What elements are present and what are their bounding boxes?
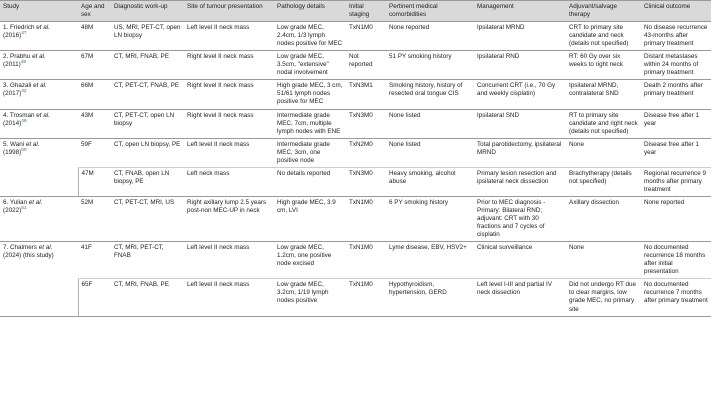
header-management: Management — [474, 1, 566, 22]
table-row — [0, 22, 711, 51]
header-adjuvant: Adjuvant/salvage therapy — [566, 1, 641, 22]
outcome-cell: No documented recurrence 7 months after primary treatment — [641, 279, 711, 316]
outcome-cell: No documented recurrence 18 months after initial presentation — [641, 242, 711, 279]
management-cell: Ipsilateral MRND — [474, 22, 566, 51]
study-cell — [0, 109, 78, 138]
management-cell: Ipsilateral RND — [474, 51, 566, 80]
study-etal: et al. — [33, 82, 47, 90]
citation-link[interactable]: 51 — [21, 205, 27, 211]
header-diagnostic-workup: Diagnostic work-up — [111, 1, 184, 22]
study-author: 3. Ghazali — [3, 82, 34, 90]
staging-cell: TxN3M0 — [346, 109, 386, 138]
header-age-sex: Age and sex — [78, 1, 111, 22]
citation-link[interactable]: 49 — [21, 118, 27, 124]
pathology-cell: Low grade MEC, 2.4cm, 1/3 lymph nodes positive for MEC — [274, 22, 346, 51]
comorbidities-cell: 51 PY smoking history — [386, 51, 474, 80]
adjuvant-cell: None — [566, 242, 641, 279]
study-etal: et al. — [36, 24, 50, 32]
outcome-cell: Distant metastases within 24 months of primary treatment — [641, 51, 711, 80]
management-cell: Prior to MEC diagnosis - Primary: Bilateral RND; adjuvant: CRT with 30 fractions and 7 cycles of cisplatin — [474, 196, 566, 241]
staging-cell: TxN1M0 — [346, 22, 386, 51]
table-row — [0, 196, 711, 241]
adjuvant-cell: None — [566, 138, 641, 167]
table-row — [0, 109, 711, 138]
site-cell: Left level II neck mass — [184, 138, 274, 167]
study-author: 1. Friedrich — [3, 24, 37, 32]
study-etal: et al. — [25, 140, 40, 148]
study-year: (2022) — [3, 206, 22, 214]
header-outcome: Clinical outcome — [641, 1, 711, 22]
workup-cell: CT, MRI, PET-CT, FNAB — [111, 242, 184, 279]
workup-cell: CT, MRI, FNAB, PE — [111, 279, 184, 316]
header-study: Study — [0, 1, 78, 22]
study-cell — [0, 242, 78, 316]
citation-link[interactable]: 42 — [21, 89, 27, 95]
comorbidities-cell: Smoking history, history of resected oral tongue CIS — [386, 80, 474, 109]
staging-cell: TxN1M0 — [346, 242, 386, 279]
study-year: (2016) — [3, 32, 22, 40]
header-staging: Initial staging — [346, 1, 386, 22]
management-cell: Total parotidectomy, ipsilateral MRND — [474, 138, 566, 167]
study-year: (2017) — [3, 90, 22, 98]
staging-cell: TxN2M0 — [346, 138, 386, 167]
study-cell — [0, 196, 78, 241]
adjuvant-cell: Ipsilateral MRND, contralateral SND — [566, 80, 641, 109]
pathology-cell: Low grade MEC, 3.2cm, 1/19 lymph nodes positive — [274, 279, 346, 316]
study-author: 6. Yulian — [3, 198, 29, 206]
site-cell: Left level II neck mass — [184, 279, 274, 316]
outcome-cell: No disease recurrence 43-months after primary treatment — [641, 22, 711, 51]
staging-cell: Not reported — [346, 51, 386, 80]
outcome-cell: Disease free after 1 year — [641, 138, 711, 167]
site-cell: Right level II neck mass — [184, 51, 274, 80]
study-cell — [0, 80, 78, 109]
adjuvant-cell: Did not undergo RT due to clear margins, low grade MEC, no primary site — [566, 279, 641, 316]
outcome-cell: None reported — [641, 196, 711, 241]
study-cell — [0, 138, 78, 196]
study-author: 5. Wani — [3, 140, 26, 148]
study-etal: et al. — [38, 244, 53, 252]
comorbidities-cell: 6 PY smoking history — [386, 196, 474, 241]
study-author: 2. Prabhu — [3, 53, 33, 61]
header-row — [0, 1, 711, 22]
pathology-cell: No details reported — [274, 167, 346, 196]
table-row — [0, 80, 711, 109]
study-year: (2024) (this study) — [3, 252, 54, 260]
pathology-cell: Low grade MEC, 3.5cm, "extensive" nodal involvement — [274, 51, 346, 80]
study-cell — [0, 51, 78, 80]
study-etal: et al. — [32, 53, 46, 61]
management-cell: Clinical surveillance — [474, 242, 566, 279]
header-site: Site of tumour presentation — [184, 1, 274, 22]
pathology-cell: Intermediate grade MEC, 7cm, multiple lymph nodes with ENE — [274, 109, 346, 138]
adjuvant-cell: RT: 60 Gy over six weeks to right neck — [566, 51, 641, 80]
header-comorbidities: Pertinent medical comorbidities — [386, 1, 474, 22]
age-sex-cell: 67M — [78, 51, 111, 80]
adjuvant-cell: Brachytherapy (details not specified) — [566, 167, 641, 196]
comorbidities-cell: Lyme disease, EBV, HSV2+ — [386, 242, 474, 279]
adjuvant-cell: RT to primary site candidate and right neck (details not specified) — [566, 109, 641, 138]
age-sex-cell: 48M — [78, 22, 111, 51]
study-year: (2014) — [3, 119, 22, 127]
comorbidities-cell: None listed — [386, 109, 474, 138]
study-year: (2011) — [3, 61, 21, 69]
workup-cell: CT, PET-CT, FNAB, PE — [111, 80, 184, 109]
site-cell: Left neck mass — [184, 167, 274, 196]
study-author: 4. Trosman — [3, 111, 37, 119]
staging-cell: TxN1M0 — [346, 279, 386, 316]
age-sex-cell: 43M — [78, 109, 111, 138]
workup-cell: CT, FNAB, open LN biopsy, PE — [111, 167, 184, 196]
workup-cell: US, MRI, PET-CT, open LN biopsy — [111, 22, 184, 51]
pathology-cell: High grade MEC, 3.9 cm, LVI — [274, 196, 346, 241]
site-cell: Right level II neck mass — [184, 80, 274, 109]
citation-link[interactable]: 47 — [21, 31, 27, 37]
table-row — [0, 242, 711, 279]
age-sex-cell: 59F — [78, 138, 111, 167]
site-cell: Left level II neck mass — [184, 22, 274, 51]
table-row — [0, 167, 711, 196]
staging-cell: TxN3M1 — [346, 80, 386, 109]
pathology-cell: Intermediate grade MEC, 3cm, one positive node — [274, 138, 346, 167]
workup-cell: CT, PET-CT, open LN biopsy — [111, 109, 184, 138]
comorbidities-cell: None listed — [386, 138, 474, 167]
study-author: 7. Chalmers — [3, 244, 39, 252]
age-sex-cell: 52M — [78, 196, 111, 241]
study-etal: et al. — [36, 111, 50, 119]
workup-cell: CT, MRI, FNAB, PE — [111, 51, 184, 80]
comorbidities-cell: None reported — [386, 22, 474, 51]
study-year: (1998) — [3, 148, 22, 156]
table-row — [0, 279, 711, 316]
study-cell — [0, 22, 78, 51]
table-row — [0, 138, 711, 167]
workup-cell: CT, PET-CT, MRI, US — [111, 196, 184, 241]
comorbidities-cell: Hypothyroidism, hypertension, GERD — [386, 279, 474, 316]
citation-link[interactable]: 50 — [21, 147, 27, 153]
outcome-cell: Disease free after 1 year — [641, 109, 711, 138]
management-cell: Concurrent CRT (i.e., 70 Gy and weekly cisplatin) — [474, 80, 566, 109]
table-row — [0, 51, 711, 80]
study-etal: et al. — [28, 198, 43, 206]
workup-cell: CT, open LN biopsy, PE — [111, 138, 184, 167]
age-sex-cell: 66M — [78, 80, 111, 109]
staging-cell: TxN1M0 — [346, 196, 386, 241]
staging-cell: TxN3M0 — [346, 167, 386, 196]
pathology-cell: High grade MEC, 3 cm, 51/61 lymph nodes positive for MEC — [274, 80, 346, 109]
site-cell: Right level II neck mass — [184, 109, 274, 138]
citation-link[interactable]: 48 — [20, 60, 27, 66]
age-sex-cell: 41F — [78, 242, 111, 279]
site-cell: Left level II neck mass — [184, 242, 274, 279]
age-sex-cell: 65F — [78, 279, 111, 316]
outcome-cell: Regional recurrence 9 months after primary treatment — [641, 167, 711, 196]
management-cell: Ipsilateral SND — [474, 109, 566, 138]
management-cell: Left level I-III and partial IV neck dissection — [474, 279, 566, 316]
adjuvant-cell: Axillary dissection — [566, 196, 641, 241]
adjuvant-cell: CRT to primary site candidate and neck (details not specified) — [566, 22, 641, 51]
management-cell: Primary lesion resection and ipsilateral neck dissection — [474, 167, 566, 196]
header-pathology: Pathology details — [274, 1, 346, 22]
pathology-cell: Low grade MEC, 1.2cm, one positive node excised — [274, 242, 346, 279]
site-cell: Right axillary lump 2.5 years post-non MEC-UP in neck — [184, 196, 274, 241]
comorbidities-cell: Heavy smoking, alcohol abuse — [386, 167, 474, 196]
outcome-cell: Death 2 months after primary treatment — [641, 80, 711, 109]
age-sex-cell: 47M — [78, 167, 111, 196]
